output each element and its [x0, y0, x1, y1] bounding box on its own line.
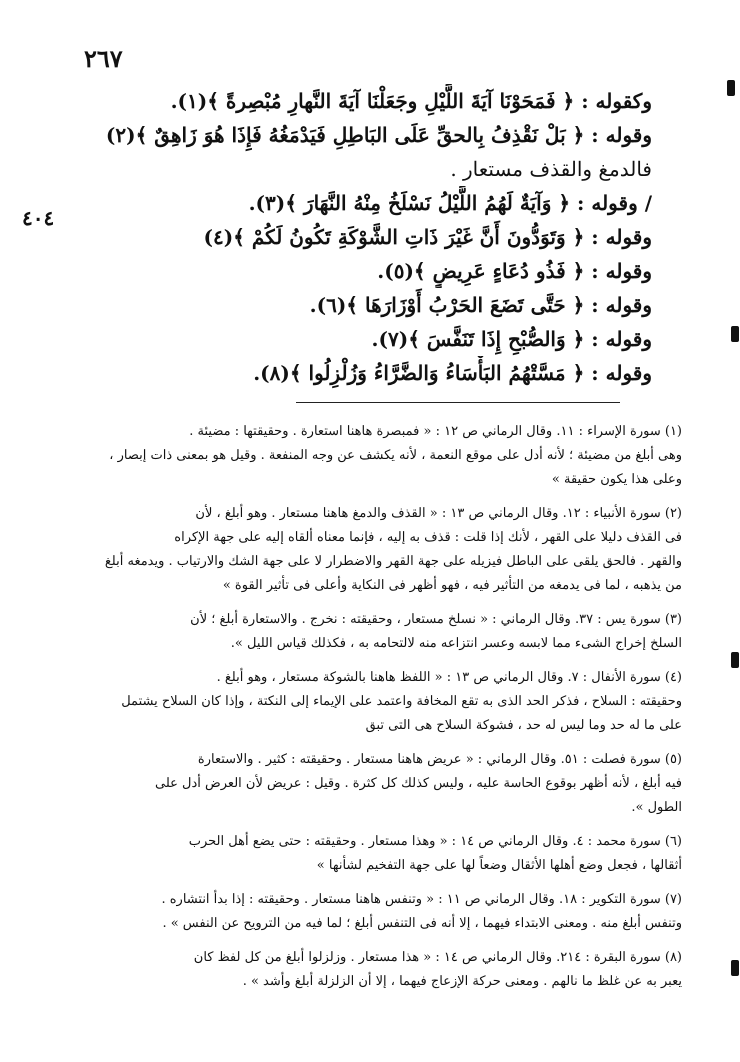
binding-mark: [727, 80, 735, 96]
footnote-line: (٦) سورة محمد : ٤. وقال الرماني ص ١٤ : « وهذا مستعار . وحقيقته : حتى يضع أهل الحرب: [188, 834, 682, 849]
main-line: وقوله : ﴿ بَلْ نَقْذِفُ بِالحقِّ عَلَى البَاطِلِ فَيَدْمَغُهُ فَإِذَا هُوَ زَاهِقٌ ﴾(٢): [105, 123, 652, 147]
footnote-line: وحقيقته : السلاح ، فذكر الحد الذى به تقع المخافة واعتمد على الإيماء إلى النكتة ، وإذا كان السلاح يشتمل: [121, 694, 682, 709]
main-line: وكقوله : ﴿ فَمَحَوْنَا آيَةَ اللَّيْلِ وجَعَلْنَا آيَةَ النَّهارِ مُبْصِرةً ﴾(١).: [170, 89, 652, 113]
footnotes: [82, 420, 682, 1004]
footnote-2: [82, 502, 682, 598]
footnote-line: فيه أبلغ ، لأنه أظهر بوقوع الحاسة عليه ، وليس كذلك كل كثرة . وقيل : عريض لأن العرض أدل على: [155, 776, 682, 791]
main-line: وقوله : ﴿ مَسَّتْهُمُ البَأْسَاءُ وَالضَّرَّاءُ وَزُلْزِلُوا ﴾(٨).: [253, 361, 652, 385]
footnote-line: والقهر . فالحق يلقى على الباطل فيزيله على جهة القهر والاضطرار لا على جهة الشك والارتياب . ويدمغه أبلغ: [104, 554, 682, 569]
footnote-5: [82, 748, 682, 820]
margin-page-number: ٤٠٤: [22, 206, 55, 230]
footnote-line: فى القذف دليلا على القهر ، لأنك إذا قلت : قذف به إليه ، فإنما معناه ألقاه إليه على جهة الإكراه: [174, 530, 682, 545]
footnote-line: وعلى هذا يكون حقيقة »: [551, 472, 682, 487]
main-line: / وقوله : ﴿ وَآيَةٌ لَهُمُ اللَّيْلُ نَسْلَخُ مِنْهُ النَّهَارَ ﴾(٣).: [248, 191, 652, 215]
binding-mark: [731, 960, 739, 976]
footnote-line: (٥) سورة فصلت : ٥١. وقال الرماني : « عريض هاهنا مستعار . وحقيقته : كثير . والاستعارة: [197, 752, 682, 767]
footnote-8: [82, 946, 682, 994]
footnote-line: من يذهبه ، لما فى يدمغه من التأثير فيه ، فهو أظهر فى النكاية وأعلى فى تأثير القوة »: [222, 578, 682, 593]
binding-mark: [731, 652, 739, 668]
footnote-divider: [296, 402, 620, 403]
footnote-line: أثقالها ، فجعل وضع أهلها الأثقال وضعاً لها على جهة التفخيم لشأنها »: [316, 858, 682, 873]
footnote-line: (٣) سورة يس : ٣٧. وقال الرماني : « نسلخ مستعار ، وحقيقته : نخرج . والاستعارة أبلغ ؛ لأن: [190, 612, 682, 627]
footnote-line: (١) سورة الإسراء : ١١. وقال الرماني ص ١٢ : « فمبصرة هاهنا استعارة . وحقيقتها : مضيئة .: [189, 424, 682, 439]
footnote-line: السلخ إخراج الشىء مما لابسه وعسر انتزاعه منه لالتحامه به ، فكذلك قياس الليل ».: [230, 636, 682, 651]
footnote-6: [82, 830, 682, 878]
binding-mark: [731, 326, 739, 342]
footnote-line: يعبر به عن غلظ ما نالهم . ومعنى حركة الإزعاج فيهما ، إلا أن الزلزلة أبلغ وأشد » .: [242, 974, 682, 989]
main-line: وقوله : ﴿ وَالصُّبْحِ إِذَا تَنَفَّسَ ﴾(٧).: [371, 327, 652, 351]
footnote-line: (٤) سورة الأنفال : ٧. وقال الرماني ص ١٣ : « اللفظ هاهنا بالشوكة مستعار ، وهو أبلغ .: [216, 670, 682, 685]
footnote-line: وهى أبلغ من مضيئة ؛ لأنه أدل على موقع النعمة ، لأنه يكشف عن وجه المنفعة . وقيل هو بمعنى ذات إبصار ،: [109, 448, 682, 463]
main-line: وقوله : ﴿ فَذُو دُعَاءٍ عَرِيضٍ ﴾(٥).: [377, 259, 652, 283]
footnote-4: [82, 666, 682, 738]
main-line: فالدمغ والقذف مستعار .: [450, 157, 652, 181]
main-line: وقوله : ﴿ حَتَّى تَضَعَ الحَرْبُ أَوْزَارَهَا ﴾(٦).: [309, 293, 652, 317]
footnote-line: (٧) سورة التكوير : ١٨. وقال الرماني ص ١١ : « وتنفس هاهنا مستعار . وحقيقته : إذا بدأ انتشاره .: [161, 892, 682, 907]
footnote-line: الطول ».: [631, 800, 682, 815]
footnote-7: [82, 888, 682, 936]
footnote-line: على ما له حد وما ليس له حد ، فشوكة السلاح هى التى تبق: [365, 718, 682, 733]
footnote-3: [82, 608, 682, 656]
main-line: وقوله : ﴿ وَتَوَدُّونَ أَنَّ غَيْرَ ذَاتِ الشَّوْكَةِ تَكُونُ لَكُمْ ﴾(٤): [203, 225, 652, 249]
main-text: [92, 84, 652, 390]
footnote-line: (٢) سورة الأنبياء : ١٢. وقال الرماني ص ١٣ : « القذف والدمغ هاهنا مستعار . وهو أبلغ ، لأن: [195, 506, 682, 521]
footnote-line: وتنفس أبلغ منه . ومعنى الابتداء فيهما ، إلا أنه فى التنفس أبلغ ؛ لما فيه من الترويح عن النفس » .: [162, 916, 682, 931]
footnote-1: [82, 420, 682, 492]
page-number: ٢٦٧: [84, 44, 123, 73]
footnote-line: (٨) سورة البقرة : ٢١٤. وقال الرماني ص ١٤ : « هذا مستعار . وزلزلوا أبلغ من كل لفظ كان: [193, 950, 682, 965]
